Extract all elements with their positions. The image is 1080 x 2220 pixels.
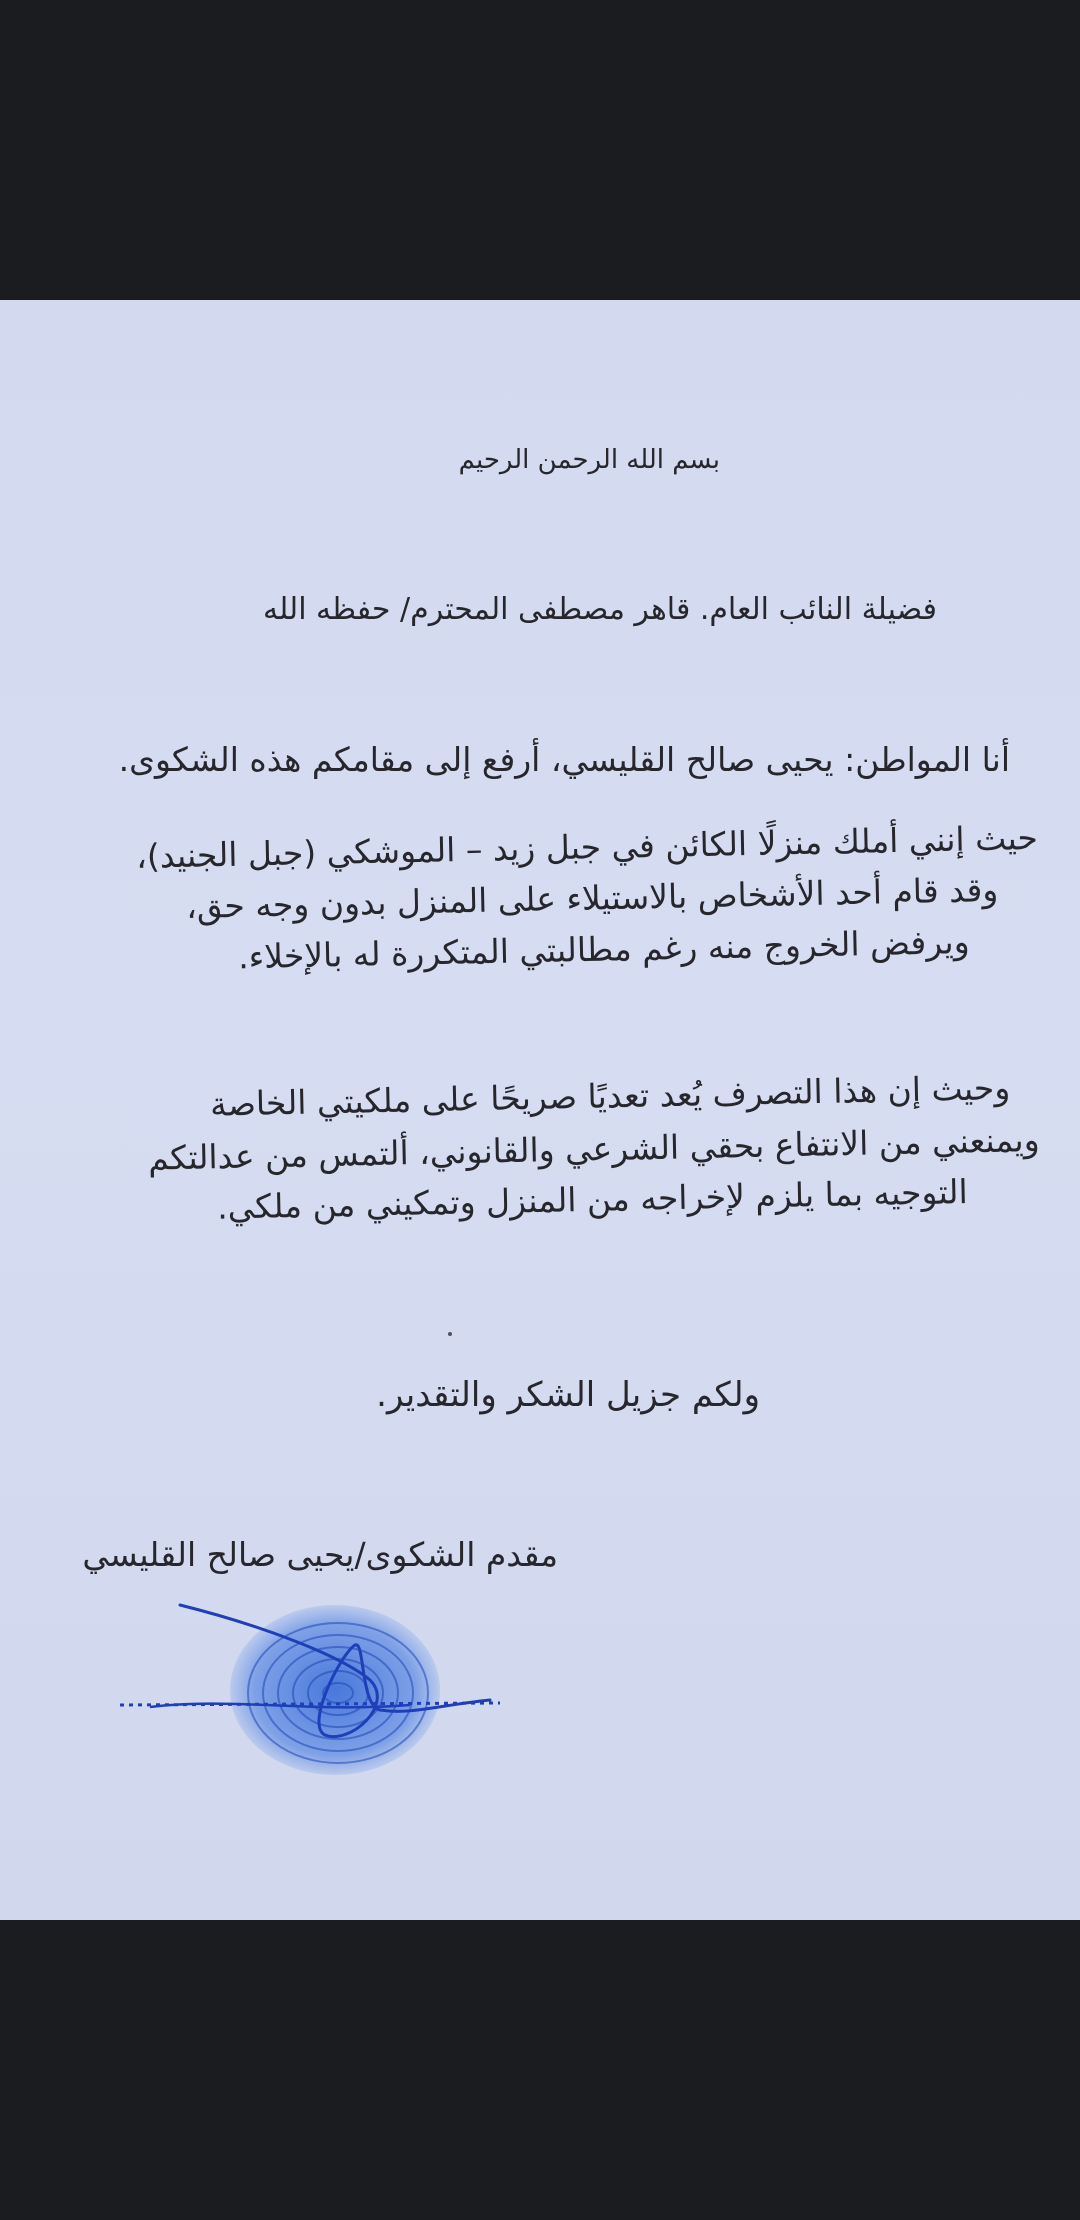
paragraph1-line: وقد قام أحد الأشخاص بالاستيلاء على المنزل بدون وجه حق، — [185, 870, 999, 927]
ink-dot — [448, 1332, 452, 1336]
paragraph2-line: ويمنعني من الانتفاع بحقي الشرعي والقانوني، ألتمس من عدالتكم — [148, 1120, 1041, 1178]
complaint-letter — [0, 300, 1080, 1920]
paragraph2-line: وحيث إن هذا التصرف يُعد تعديًا صريحًا على ملكيتي الخاصة — [209, 1068, 1011, 1124]
signer-line: مقدم الشكوى/يحيى صالح القليسي — [82, 1535, 558, 1574]
paragraph2-line: التوجيه بما يلزم لإخراجه من المنزل وتمكيني من ملكي. — [217, 1172, 969, 1227]
paragraph1-line: حيث إنني أملك منزلًا الكائن في جبل زيد – الموشكي (جبل الجنيد)، — [135, 818, 1039, 876]
closing-line: ولكم جزيل الشكر والتقدير. — [376, 1375, 760, 1415]
intro-line: أنا المواطن: يحيى صالح القليسي، أرفع إلى مقامكم هذه الشكوى. — [118, 740, 1010, 779]
addressee: فضيلة النائب العام. قاهر مصطفى المحترم/ حفظه الله — [263, 592, 937, 627]
signature-and-thumbprint — [110, 1585, 530, 1795]
basmala: بسم الله الرحمن الرحيم — [458, 445, 720, 475]
thumbprint-blot — [230, 1605, 440, 1775]
paragraph1-line: ويرفض الخروج منه رغم مطالبتي المتكررة له بالإخلاء. — [238, 922, 971, 977]
